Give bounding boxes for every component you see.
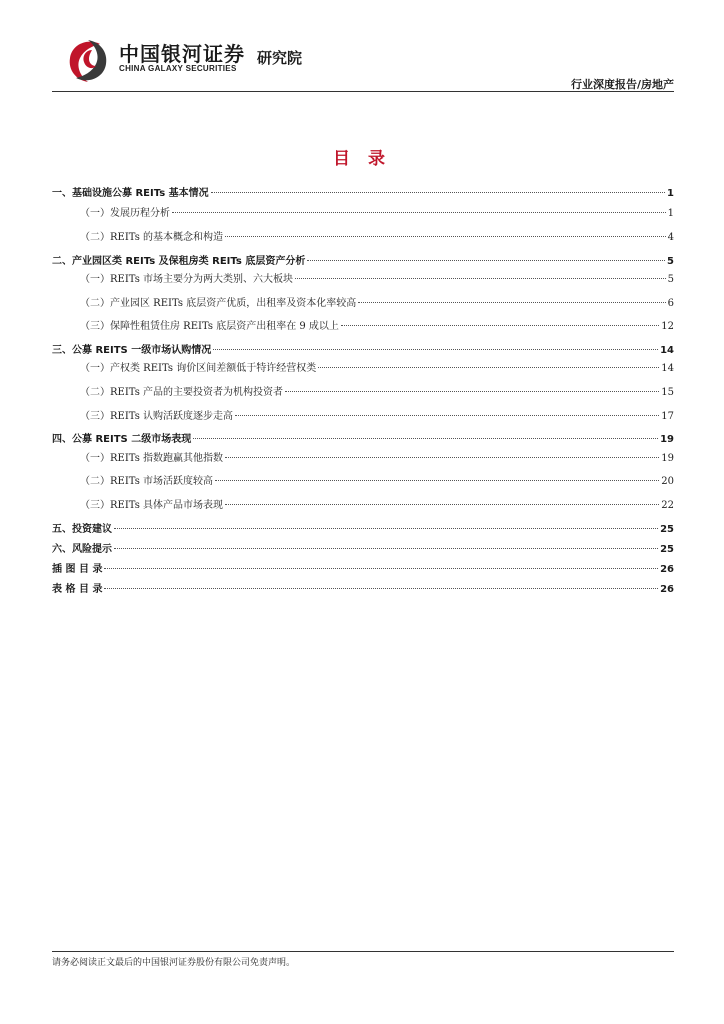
footer-divider bbox=[52, 951, 674, 952]
disclaimer-footer: 请务必阅读正文最后的中国银河证券股份有限公司免责声明。 bbox=[52, 958, 296, 968]
toc-leader-dots bbox=[285, 391, 659, 392]
toc-entry-label: （一）REITs 市场主要分为两大类别、六大板块 bbox=[80, 274, 294, 285]
toc-subsection-entry[interactable] bbox=[52, 228, 674, 243]
toc-page-number: 6 bbox=[667, 298, 674, 309]
toc-entry-label: （二）产业园区 REITs 底层资产优质，出租率及资本化率较高 bbox=[80, 298, 357, 309]
toc-subsection-entry[interactable] bbox=[52, 294, 674, 309]
toc-leader-dots bbox=[295, 278, 666, 279]
toc-section-entry[interactable] bbox=[52, 520, 674, 535]
toc-subsection-entry[interactable] bbox=[52, 407, 674, 422]
toc-page-number: 1 bbox=[667, 208, 674, 219]
toc-subsection-entry[interactable] bbox=[52, 383, 674, 398]
toc-leader-dots bbox=[307, 260, 665, 261]
toc-page-number: 14 bbox=[660, 345, 674, 356]
toc-entry-label: （二）REITs 产品的主要投资者为机构投资者 bbox=[80, 387, 284, 398]
toc-title: 目 录 bbox=[333, 149, 391, 169]
toc-leader-dots bbox=[104, 568, 658, 569]
toc-leader-dots bbox=[213, 349, 658, 350]
toc-leader-dots bbox=[215, 480, 659, 481]
toc-subsection-entry[interactable] bbox=[52, 204, 674, 219]
toc-leader-dots bbox=[318, 367, 659, 368]
toc-page-number: 26 bbox=[660, 564, 674, 575]
toc-page-number: 25 bbox=[660, 524, 674, 535]
toc-entry-label: （三）REITs 具体产品市场表现 bbox=[80, 500, 224, 511]
toc-leader-dots bbox=[235, 415, 659, 416]
toc-page-number: 19 bbox=[661, 453, 674, 464]
toc-leader-dots bbox=[358, 302, 665, 303]
toc-page-number: 5 bbox=[667, 256, 674, 267]
toc-subsection-entry[interactable] bbox=[52, 496, 674, 511]
toc-entry-label: 五、投资建议 bbox=[52, 524, 112, 535]
toc-entry-label: 一、基础设施公募 REITs 基本情况 bbox=[52, 188, 209, 199]
toc-entry-label: （一）REITs 指数跑赢其他指数 bbox=[80, 453, 224, 464]
toc-leader-dots bbox=[225, 504, 659, 505]
toc-entry-label: 插 图 目 录 bbox=[52, 564, 103, 575]
toc-entry-label: （一）发展历程分析 bbox=[80, 208, 170, 219]
institute-name: 研究院 bbox=[257, 49, 303, 67]
toc-page-number: 4 bbox=[667, 232, 674, 243]
toc-section-entry[interactable] bbox=[52, 252, 674, 267]
toc-leader-dots bbox=[225, 457, 659, 458]
toc-entry-label: 二、产业园区类 REITs 及保租房类 REITs 底层资产分析 bbox=[52, 256, 306, 267]
toc-subsection-entry[interactable] bbox=[52, 449, 674, 464]
toc-section-entry[interactable] bbox=[52, 560, 674, 575]
toc-page-number: 20 bbox=[661, 476, 674, 487]
toc-leader-dots bbox=[341, 325, 659, 326]
report-header bbox=[52, 34, 674, 92]
toc-section-entry[interactable] bbox=[52, 580, 674, 595]
toc-entry-label: 表 格 目 录 bbox=[52, 584, 103, 595]
toc-page-number: 19 bbox=[660, 434, 674, 445]
toc-entry-label: （三）REITs 认购活跃度逐步走高 bbox=[80, 411, 234, 422]
toc-entry-label: 四、公募 REITS 二级市场表现 bbox=[52, 434, 192, 445]
toc-page-number: 1 bbox=[667, 188, 674, 199]
galaxy-logo-icon bbox=[62, 36, 112, 86]
brand-name-en: CHINA GALAXY SECURITIES bbox=[119, 64, 237, 73]
toc-entry-label: 三、公募 REITS 一级市场认购情况 bbox=[52, 345, 212, 356]
toc-section-entry[interactable] bbox=[52, 341, 674, 356]
toc-entry-label: 六、风险提示 bbox=[52, 544, 112, 555]
toc-page-number: 15 bbox=[661, 387, 674, 398]
report-type: 行业深度报告/房地产 bbox=[570, 78, 674, 91]
toc-section-entry[interactable] bbox=[52, 540, 674, 555]
toc-leader-dots bbox=[172, 212, 666, 213]
toc-page-number: 22 bbox=[661, 500, 674, 511]
brand-name-cn: 中国银河证券 bbox=[119, 42, 245, 66]
toc-leader-dots bbox=[114, 548, 658, 549]
toc-entry-label: （三）保障性租赁住房 REITs 底层资产出租率在 9 成以上 bbox=[80, 321, 339, 332]
header-divider bbox=[52, 91, 674, 92]
toc-page-number: 26 bbox=[660, 584, 674, 595]
toc-entry-label: （二）REITs 的基本概念和构造 bbox=[80, 232, 224, 243]
toc-subsection-entry[interactable] bbox=[52, 317, 674, 332]
toc-page-number: 14 bbox=[661, 363, 674, 374]
toc-leader-dots bbox=[225, 236, 666, 237]
toc-page-number: 17 bbox=[661, 411, 674, 422]
toc-section-entry[interactable] bbox=[52, 184, 674, 199]
toc-leader-dots bbox=[114, 528, 658, 529]
toc-entry-label: （一）产权类 REITs 询价区间差额低于特许经营权类 bbox=[80, 363, 317, 374]
toc-page-number: 25 bbox=[660, 544, 674, 555]
toc-leader-dots bbox=[211, 192, 665, 193]
toc-entry-label: （二）REITs 市场活跃度较高 bbox=[80, 476, 214, 487]
toc-subsection-entry[interactable] bbox=[52, 270, 674, 285]
toc-section-entry[interactable] bbox=[52, 430, 674, 445]
toc-subsection-entry[interactable] bbox=[52, 359, 674, 374]
toc-page-number: 5 bbox=[667, 274, 674, 285]
toc-leader-dots bbox=[193, 438, 658, 439]
toc-leader-dots bbox=[104, 588, 658, 589]
toc-page-number: 12 bbox=[661, 321, 674, 332]
toc-subsection-entry[interactable] bbox=[52, 472, 674, 487]
